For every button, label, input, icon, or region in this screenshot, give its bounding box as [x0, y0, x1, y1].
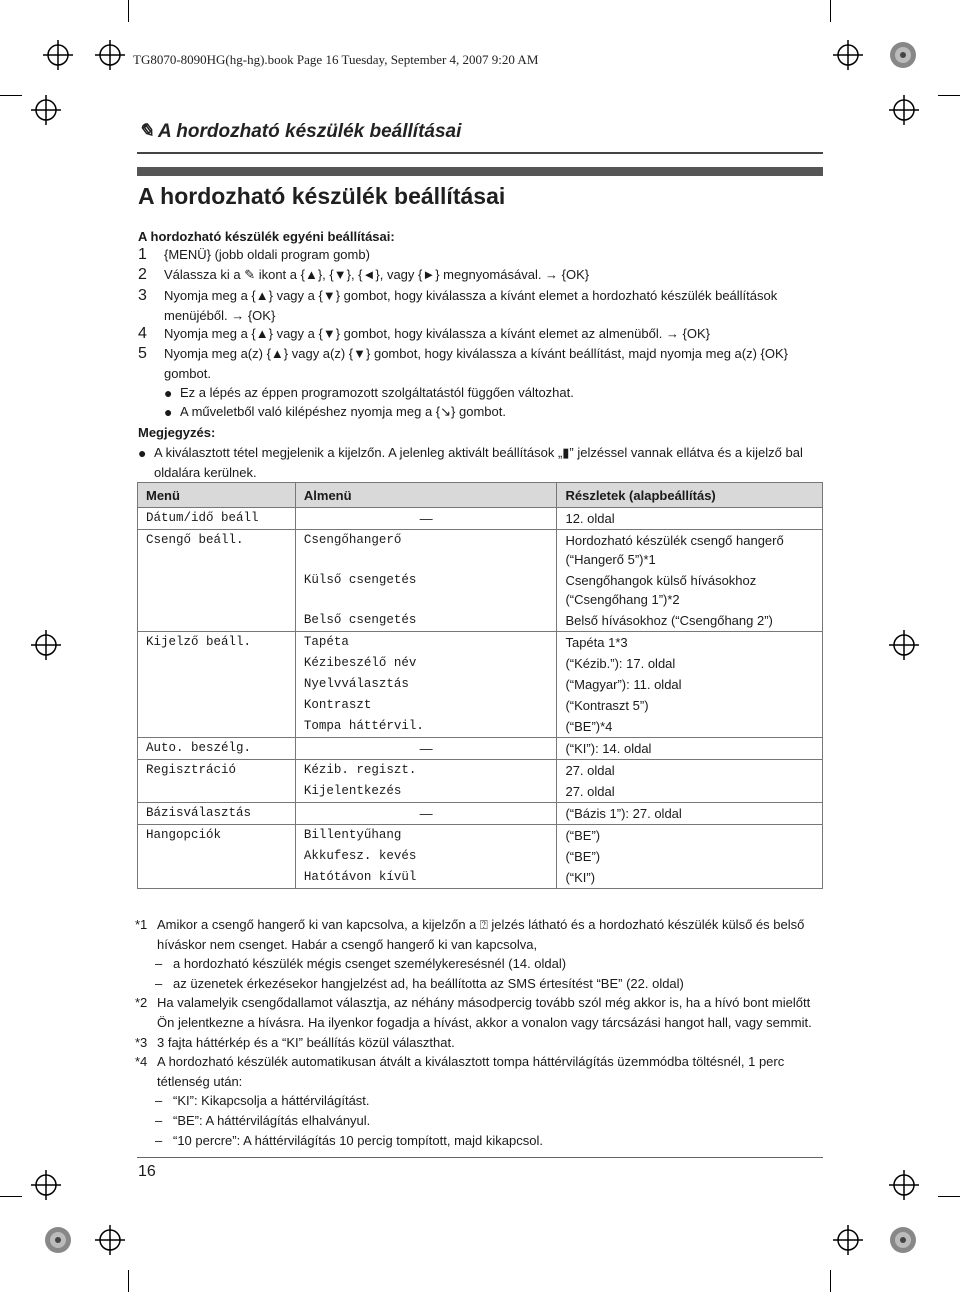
step-4 [138, 324, 828, 344]
menu-cell [138, 674, 296, 695]
footnote-text: 3 fajta háttérkép és a “KI” beállítás közül választhat. [157, 1034, 455, 1050]
registration-mark-icon [95, 40, 125, 70]
menu-cell: Kijelző beáll. [138, 632, 296, 654]
footnote-sub [135, 1091, 825, 1111]
menu-cell [138, 781, 296, 803]
submenu-cell: Hatótávon kívül [295, 867, 557, 889]
registration-mark-icon [833, 1225, 863, 1255]
table-header: Részletek (alapbeállítás) [557, 483, 823, 508]
detail-cell: (“BE”) [557, 825, 823, 847]
footnote [135, 1033, 825, 1053]
table-row [138, 570, 823, 610]
table-header-row [138, 483, 823, 508]
table-row [138, 632, 823, 654]
table-row [138, 716, 823, 738]
pen-icon: ✎ [138, 121, 154, 142]
step-text: Nyomja meg a(z) {▲} vagy a(z) {▼} gombot, hogy kiválassza a kívánt beállítást, majd nyomja meg a(z) {OK} gombot. [164, 346, 789, 381]
notes-label: Megjegyzés: [138, 425, 216, 440]
detail-line: Csengőhangok külső hívásokhoz [565, 573, 757, 588]
title-rule-thick [137, 167, 823, 176]
footnote-sub-text: a hordozható készülék mégis csenget személykeresésnél (14. oldal) [173, 956, 567, 972]
detail-cell: (“KI”) [557, 867, 823, 889]
crop-line [128, 1270, 129, 1292]
step-1 [138, 245, 828, 265]
table-row [138, 781, 823, 803]
crop-line [830, 0, 831, 22]
bullet-dot-icon: ● [164, 404, 173, 420]
table-row [138, 846, 823, 867]
table-row [138, 695, 823, 716]
menu-cell [138, 695, 296, 716]
submenu-cell: Akkufesz. kevés [295, 846, 557, 867]
table-row [138, 738, 823, 760]
crop-line [938, 1196, 960, 1197]
page-number: 16 [138, 1163, 156, 1180]
footnote-text: Ha valamelyik csengődallamot választja, az néhány másodpercig tovább szól még akkor is, ha a hívó bont mielőtt Ön jelentkezne a hívásra. Ha ilyenkor fogadja a hívást, akkor a vonalon vagy tárcsázási hangot hall, vagy semmit. [157, 995, 812, 1030]
menu-cell: Hangopciók [138, 825, 296, 847]
footnote-tag: *3 [135, 1034, 148, 1050]
footnote-text: A hordozható készülék automatikusan átvált a kiválasztott tompa háttérvilágítás üzemmódba töltésnél, 1 perc tétlenség után: [157, 1054, 785, 1089]
footnote-sub [135, 1111, 825, 1131]
detail-cell [557, 570, 823, 610]
registration-mark-icon [31, 630, 61, 660]
bullet-dot-icon: ● [164, 385, 173, 401]
dash: – [155, 1093, 163, 1109]
table-row [138, 508, 823, 530]
menu-cell [138, 570, 296, 610]
footnote-sub [135, 1131, 825, 1151]
footnote-sub-text: “BE”: A háttérvilágítás elhalványul. [173, 1112, 371, 1128]
menu-cell: Bázisválasztás [138, 803, 296, 825]
step-5 [138, 344, 828, 384]
detail-cell: (“Kontraszt 5”) [557, 695, 823, 716]
footnote [135, 1052, 825, 1091]
step-number: 5 [138, 345, 147, 362]
table-row [138, 825, 823, 847]
step-2 [138, 265, 828, 285]
detail-line: (“Hangerő 5”)*1 [565, 552, 656, 567]
crop-line [0, 95, 22, 96]
submenu-cell: Billentyűhang [295, 825, 557, 847]
color-target-icon [888, 1225, 918, 1255]
submenu-cell: Tompa háttérvil. [295, 716, 557, 738]
detail-cell: (“Kézib.”): 17. oldal [557, 653, 823, 674]
submenu-cell: Csengőhangerő [295, 530, 557, 571]
running-title [138, 120, 461, 143]
detail-cell: (“Magyar”): 11. oldal [557, 674, 823, 695]
bullet-text: A műveletből való kilépéshez nyomja meg a {↘} gombot. [180, 404, 506, 419]
submenu-cell: — [295, 738, 557, 760]
detail-cell [557, 530, 823, 571]
table-header: Menü [138, 483, 296, 508]
menu-cell: Auto. beszélg. [138, 738, 296, 760]
menu-cell: Csengő beáll. [138, 530, 296, 571]
table-row [138, 530, 823, 571]
step-text: Nyomja meg a {▲} vagy a {▼} gombot, hogy kiválassza a kívánt elemet a hordozható készülék beállítások menüjéből. → {OK} [164, 288, 778, 323]
color-target-icon [888, 40, 918, 70]
bullet-text: Ez a lépés az éppen programozott szolgáltatástól függően változhat. [180, 385, 574, 400]
footnote-sub [135, 954, 825, 974]
registration-mark-icon [95, 1225, 125, 1255]
registration-mark-icon [43, 40, 73, 70]
book-file-header: TG8070-8090HG(hg-hg).book Page 16 Tuesday, September 4, 2007 9:20 AM [133, 52, 539, 67]
crop-line [938, 95, 960, 96]
footnote-tag: *1 [135, 917, 148, 932]
table-row [138, 803, 823, 825]
registration-mark-icon [889, 95, 919, 125]
detail-cell: (“KI”): 14. oldal [557, 738, 823, 760]
menu-cell: Dátum/idő beáll [138, 508, 296, 530]
submenu-cell: Nyelvválasztás [295, 674, 557, 695]
menu-cell [138, 653, 296, 674]
registration-mark-icon [889, 1170, 919, 1200]
step-number: 3 [138, 287, 147, 304]
detail-cell: 27. oldal [557, 781, 823, 803]
detail-cell: (“BE”) [557, 846, 823, 867]
registration-mark-icon [889, 630, 919, 660]
detail-line: (“Csengőhang 1”)*2 [565, 592, 680, 607]
footnote-tag: *2 [135, 995, 148, 1011]
footnote-sub-text: “10 percre”: A háttérvilágítás 10 percig tompított, majd kikapcsol. [173, 1132, 543, 1148]
footnote [135, 993, 825, 1032]
footnote [135, 915, 825, 954]
crop-line [128, 0, 129, 22]
menu-cell [138, 867, 296, 889]
dash: – [155, 956, 163, 972]
footnotes [135, 915, 825, 1150]
color-target-icon [43, 1225, 73, 1255]
submenu-cell: — [295, 803, 557, 825]
submenu-cell: Tapéta [295, 632, 557, 654]
step-number: 2 [138, 266, 147, 283]
table-row [138, 610, 823, 632]
table-row [138, 867, 823, 889]
footnote-text: Amikor a csengő hangerő ki van kapcsolva, a kijelzőn a ⍰ jelzés látható és a hordozható készülék külső és belső híváskor nem csenget. Habár a csengő hangerő ki van kapcsolva, [157, 917, 805, 952]
detail-cell: Tapéta 1*3 [557, 632, 823, 654]
crop-line [830, 1270, 831, 1292]
registration-mark-icon [833, 40, 863, 70]
detail-line: Hordozható készülék csengő hangerő [565, 533, 784, 548]
footer-rule [137, 1157, 823, 1158]
footnote-tag: *4 [135, 1054, 148, 1070]
settings-table [137, 482, 823, 889]
step-number: 1 [138, 246, 147, 263]
footnote-sub-text: “KI”: Kikapcsolja a háttérvilágítást. [173, 1093, 370, 1109]
submenu-cell: Kontraszt [295, 695, 557, 716]
detail-cell: (“Bázis 1”): 27. oldal [557, 803, 823, 825]
step-3 [138, 286, 828, 326]
registration-mark-icon [31, 95, 61, 125]
footnote-sub-text: az üzenetek érkezésekor hangjelzést ad, ha beállította az SMS értesítést “BE” (22. oldal) [173, 975, 684, 991]
step-number: 4 [138, 325, 147, 342]
intro-label: A hordozható készülék egyéni beállításai: [138, 229, 395, 244]
notes-bullet [138, 443, 828, 483]
menu-cell [138, 716, 296, 738]
step5-bullet [164, 402, 804, 422]
table-row [138, 653, 823, 674]
footnote-sub [135, 974, 825, 994]
title-rule-thin [137, 152, 823, 154]
table-row [138, 760, 823, 782]
submenu-cell: Külső csengetés [295, 570, 557, 610]
table-header: Almenü [295, 483, 557, 508]
dash: – [155, 975, 163, 991]
page-title: A hordozható készülék beállításai [138, 183, 506, 209]
step-text: Válassza ki a ✎ ikont a {▲}, {▼}, {◄}, vagy {►} megnyomásával. → {OK} [164, 267, 590, 282]
step-text: {MENÜ} (jobb oldali program gomb) [164, 247, 370, 262]
submenu-cell: Kézib. regiszt. [295, 760, 557, 782]
detail-cell: (“BE”)*4 [557, 716, 823, 738]
detail-cell: 12. oldal [557, 508, 823, 530]
bullet-text: A kiválasztott tétel megjelenik a kijelzőn. A jelenleg aktivált beállítások „▮” jelzéssel vannak ellátva és a kijelző bal oldalára kerülnek. [154, 445, 803, 480]
bullet-dot-icon: ● [138, 445, 147, 461]
menu-cell [138, 846, 296, 867]
step-text: Nyomja meg a {▲} vagy a {▼} gombot, hogy kiválassza a kívánt elemet az almenüből. → {OK} [164, 326, 711, 341]
submenu-cell: Kijelentkezés [295, 781, 557, 803]
submenu-cell: — [295, 508, 557, 530]
registration-mark-icon [31, 1170, 61, 1200]
submenu-cell: Kézibeszélő név [295, 653, 557, 674]
dash: – [155, 1112, 163, 1128]
menu-cell: Regisztráció [138, 760, 296, 782]
menu-cell [138, 610, 296, 632]
table-row [138, 674, 823, 695]
detail-cell: Belső hívásokhoz (“Csengőhang 2”) [557, 610, 823, 632]
running-title-text: A hordozható készülék beállításai [158, 121, 462, 142]
submenu-cell: Belső csengetés [295, 610, 557, 632]
detail-cell: 27. oldal [557, 760, 823, 782]
step5-bullet [164, 383, 804, 403]
dash: – [155, 1132, 163, 1148]
crop-line [0, 1196, 22, 1197]
